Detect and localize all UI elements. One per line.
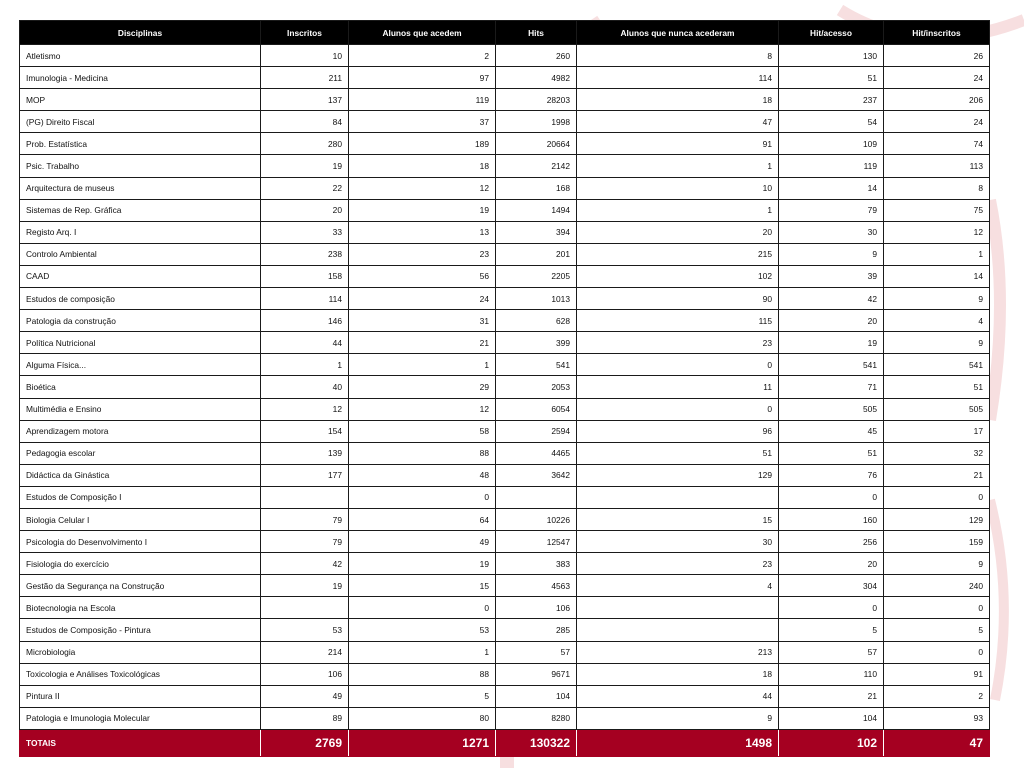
cell-hit-inscritos: 0 (884, 486, 990, 508)
cell-alunos-que-nunca-acederam: 51 (577, 442, 779, 464)
table-row (20, 508, 990, 530)
cell-alunos-que-acedem: 119 (349, 89, 496, 111)
cell-hit-acesso: 71 (779, 376, 884, 398)
cell-alunos-que-acedem: 48 (349, 464, 496, 486)
cell-hits: 6054 (496, 398, 577, 420)
cell-disciplina: Alguma Física... (20, 354, 261, 376)
cell-hit-acesso: 42 (779, 288, 884, 310)
cell-alunos-que-acedem: 53 (349, 619, 496, 641)
cell-hits: 1013 (496, 288, 577, 310)
cell-alunos-que-acedem: 0 (349, 597, 496, 619)
cell-alunos-que-nunca-acederam: 90 (577, 288, 779, 310)
cell-alunos-que-acedem: 64 (349, 508, 496, 530)
cell-hits: 1494 (496, 199, 577, 221)
cell-hit-inscritos: 24 (884, 67, 990, 89)
cell-hits: 2205 (496, 265, 577, 287)
total-inscritos: 2769 (261, 729, 349, 756)
table-row (20, 332, 990, 354)
cell-alunos-que-acedem: 80 (349, 707, 496, 729)
cell-inscritos: 42 (261, 553, 349, 575)
cell-hit-acesso: 54 (779, 111, 884, 133)
cell-inscritos: 79 (261, 531, 349, 553)
cell-alunos-que-acedem: 19 (349, 553, 496, 575)
cell-alunos-que-nunca-acederam: 115 (577, 310, 779, 332)
table-row (20, 177, 990, 199)
cell-alunos-que-acedem: 12 (349, 398, 496, 420)
cell-hit-inscritos: 24 (884, 111, 990, 133)
table-row (20, 288, 990, 310)
cell-alunos-que-acedem: 23 (349, 243, 496, 265)
cell-alunos-que-acedem: 97 (349, 67, 496, 89)
cell-alunos-que-nunca-acederam: 114 (577, 67, 779, 89)
cell-alunos-que-nunca-acederam: 15 (577, 508, 779, 530)
cell-hits: 168 (496, 177, 577, 199)
cell-inscritos: 137 (261, 89, 349, 111)
cell-hit-acesso: 104 (779, 707, 884, 729)
cell-inscritos: 20 (261, 199, 349, 221)
cell-hits: 4465 (496, 442, 577, 464)
cell-alunos-que-nunca-acederam: 9 (577, 707, 779, 729)
table-row (20, 597, 990, 619)
cell-alunos-que-nunca-acederam: 11 (577, 376, 779, 398)
table-row (20, 67, 990, 89)
cell-hit-acesso: 51 (779, 67, 884, 89)
cell-inscritos: 33 (261, 221, 349, 243)
cell-inscritos: 1 (261, 354, 349, 376)
cell-alunos-que-nunca-acederam: 18 (577, 89, 779, 111)
cell-hits: 1998 (496, 111, 577, 133)
cell-hit-inscritos: 505 (884, 398, 990, 420)
total-hit-acesso: 102 (779, 729, 884, 756)
cell-alunos-que-acedem: 24 (349, 288, 496, 310)
cell-hits: 9671 (496, 663, 577, 685)
cell-hit-acesso: 505 (779, 398, 884, 420)
cell-hit-acesso: 119 (779, 155, 884, 177)
cell-inscritos: 158 (261, 265, 349, 287)
cell-inscritos: 214 (261, 641, 349, 663)
cell-hits: 383 (496, 553, 577, 575)
cell-inscritos (261, 486, 349, 508)
cell-disciplina: Didáctica da Ginástica (20, 464, 261, 486)
cell-inscritos: 19 (261, 575, 349, 597)
cell-hit-acesso: 39 (779, 265, 884, 287)
cell-hits: 106 (496, 597, 577, 619)
cell-hits: 2142 (496, 155, 577, 177)
cell-hit-acesso: 109 (779, 133, 884, 155)
table-body (20, 45, 990, 730)
table-row (20, 243, 990, 265)
table-row (20, 685, 990, 707)
cell-hit-inscritos: 9 (884, 553, 990, 575)
cell-hit-acesso: 57 (779, 641, 884, 663)
cell-hit-inscritos: 5 (884, 619, 990, 641)
cell-hit-acesso: 9 (779, 243, 884, 265)
cell-disciplina: Imunologia - Medicina (20, 67, 261, 89)
cell-hit-acesso: 0 (779, 597, 884, 619)
cell-disciplina: Biotecnologia na Escola (20, 597, 261, 619)
cell-hit-acesso: 51 (779, 442, 884, 464)
cell-inscritos: 146 (261, 310, 349, 332)
cell-hit-acesso: 21 (779, 685, 884, 707)
cell-inscritos: 79 (261, 508, 349, 530)
table-row (20, 354, 990, 376)
column-header-hit-acesso: Hit/acesso (779, 21, 884, 45)
cell-hit-acesso: 0 (779, 486, 884, 508)
cell-alunos-que-acedem: 88 (349, 442, 496, 464)
cell-disciplina: Estudos de Composição I (20, 486, 261, 508)
table-row (20, 155, 990, 177)
cell-hits: 28203 (496, 89, 577, 111)
cell-hit-inscritos: 21 (884, 464, 990, 486)
cell-alunos-que-nunca-acederam: 18 (577, 663, 779, 685)
cell-hit-inscritos: 0 (884, 597, 990, 619)
cell-hits: 4982 (496, 67, 577, 89)
cell-alunos-que-acedem: 189 (349, 133, 496, 155)
cell-hit-acesso: 5 (779, 619, 884, 641)
column-header-hits: Hits (496, 21, 577, 45)
cell-alunos-que-nunca-acederam (577, 619, 779, 641)
cell-disciplina: Gestão da Segurança na Construção (20, 575, 261, 597)
cell-inscritos: 177 (261, 464, 349, 486)
cell-inscritos: 139 (261, 442, 349, 464)
cell-hits (496, 486, 577, 508)
cell-alunos-que-nunca-acederam (577, 486, 779, 508)
table-row (20, 464, 990, 486)
cell-alunos-que-acedem: 15 (349, 575, 496, 597)
cell-hit-acesso: 110 (779, 663, 884, 685)
cell-hits: 12547 (496, 531, 577, 553)
statistics-table-container (19, 20, 989, 757)
cell-inscritos: 19 (261, 155, 349, 177)
cell-disciplina: Patologia e Imunologia Molecular (20, 707, 261, 729)
cell-alunos-que-nunca-acederam: 1 (577, 199, 779, 221)
cell-inscritos (261, 597, 349, 619)
cell-inscritos: 10 (261, 45, 349, 67)
cell-hit-inscritos: 0 (884, 641, 990, 663)
cell-disciplina: Registo Arq. I (20, 221, 261, 243)
table-header-row (20, 21, 990, 45)
cell-alunos-que-acedem: 56 (349, 265, 496, 287)
cell-hit-inscritos: 159 (884, 531, 990, 553)
cell-alunos-que-acedem: 31 (349, 310, 496, 332)
cell-disciplina: Microbiologia (20, 641, 261, 663)
totals-row (20, 729, 990, 756)
cell-hits: 394 (496, 221, 577, 243)
cell-hit-acesso: 130 (779, 45, 884, 67)
cell-inscritos: 280 (261, 133, 349, 155)
cell-hit-inscritos: 129 (884, 508, 990, 530)
cell-alunos-que-acedem: 12 (349, 177, 496, 199)
table-row (20, 89, 990, 111)
cell-alunos-que-acedem: 0 (349, 486, 496, 508)
cell-hit-inscritos: 541 (884, 354, 990, 376)
cell-hit-inscritos: 75 (884, 199, 990, 221)
table-row (20, 111, 990, 133)
cell-hit-acesso: 30 (779, 221, 884, 243)
cell-hit-inscritos: 26 (884, 45, 990, 67)
cell-hit-inscritos: 17 (884, 420, 990, 442)
cell-hit-inscritos: 9 (884, 332, 990, 354)
cell-alunos-que-nunca-acederam: 129 (577, 464, 779, 486)
cell-hit-acesso: 160 (779, 508, 884, 530)
cell-alunos-que-nunca-acederam: 30 (577, 531, 779, 553)
column-header-inscritos: Inscritos (261, 21, 349, 45)
table-row (20, 641, 990, 663)
cell-hit-acesso: 14 (779, 177, 884, 199)
cell-disciplina: CAAD (20, 265, 261, 287)
cell-hit-inscritos: 91 (884, 663, 990, 685)
column-header-alunos-que-acedem: Alunos que acedem (349, 21, 496, 45)
cell-alunos-que-acedem: 5 (349, 685, 496, 707)
table-row (20, 619, 990, 641)
cell-hit-inscritos: 74 (884, 133, 990, 155)
cell-inscritos: 114 (261, 288, 349, 310)
cell-hit-acesso: 20 (779, 310, 884, 332)
cell-hits: 104 (496, 685, 577, 707)
cell-hits: 2053 (496, 376, 577, 398)
cell-inscritos: 211 (261, 67, 349, 89)
cell-hit-inscritos: 113 (884, 155, 990, 177)
cell-disciplina: Toxicologia e Análises Toxicológicas (20, 663, 261, 685)
cell-alunos-que-nunca-acederam: 0 (577, 354, 779, 376)
cell-alunos-que-acedem: 37 (349, 111, 496, 133)
cell-hits: 541 (496, 354, 577, 376)
cell-alunos-que-acedem: 2 (349, 45, 496, 67)
cell-alunos-que-acedem: 29 (349, 376, 496, 398)
cell-disciplina: Aprendizagem motora (20, 420, 261, 442)
cell-disciplina: Atletismo (20, 45, 261, 67)
table-row (20, 663, 990, 685)
cell-hit-inscritos: 206 (884, 89, 990, 111)
cell-alunos-que-nunca-acederam: 23 (577, 553, 779, 575)
cell-hits: 628 (496, 310, 577, 332)
table-row (20, 133, 990, 155)
cell-inscritos: 12 (261, 398, 349, 420)
cell-hit-inscritos: 9 (884, 288, 990, 310)
cell-alunos-que-nunca-acederam: 44 (577, 685, 779, 707)
cell-disciplina: Sistemas de Rep. Gráfica (20, 199, 261, 221)
cell-disciplina: Estudos de Composição - Pintura (20, 619, 261, 641)
cell-hit-inscritos: 51 (884, 376, 990, 398)
total-hits: 130322 (496, 729, 577, 756)
cell-inscritos: 106 (261, 663, 349, 685)
cell-alunos-que-nunca-acederam (577, 597, 779, 619)
cell-alunos-que-nunca-acederam: 8 (577, 45, 779, 67)
cell-disciplina: Bioética (20, 376, 261, 398)
cell-hit-acesso: 237 (779, 89, 884, 111)
cell-hit-inscritos: 32 (884, 442, 990, 464)
cell-disciplina: Pintura II (20, 685, 261, 707)
statistics-table (19, 20, 990, 757)
cell-inscritos: 40 (261, 376, 349, 398)
cell-disciplina: Arquitectura de museus (20, 177, 261, 199)
cell-disciplina: Pedagogia escolar (20, 442, 261, 464)
column-header-hit-inscritos: Hit/inscritos (884, 21, 990, 45)
cell-alunos-que-acedem: 58 (349, 420, 496, 442)
cell-hits: 285 (496, 619, 577, 641)
cell-disciplina: Prob. Estatística (20, 133, 261, 155)
cell-alunos-que-acedem: 18 (349, 155, 496, 177)
cell-disciplina: Psicologia do Desenvolvimento I (20, 531, 261, 553)
cell-disciplina: Multimédia e Ensino (20, 398, 261, 420)
cell-inscritos: 53 (261, 619, 349, 641)
cell-disciplina: Controlo Ambiental (20, 243, 261, 265)
cell-alunos-que-nunca-acederam: 215 (577, 243, 779, 265)
cell-hit-inscritos: 1 (884, 243, 990, 265)
cell-hit-inscritos: 8 (884, 177, 990, 199)
cell-disciplina: Psic. Trabalho (20, 155, 261, 177)
table-row (20, 575, 990, 597)
cell-hit-inscritos: 93 (884, 707, 990, 729)
cell-hit-inscritos: 4 (884, 310, 990, 332)
cell-alunos-que-acedem: 13 (349, 221, 496, 243)
cell-disciplina: (PG) Direito Fiscal (20, 111, 261, 133)
cell-hits: 399 (496, 332, 577, 354)
cell-disciplina: Estudos de composição (20, 288, 261, 310)
cell-alunos-que-nunca-acederam: 4 (577, 575, 779, 597)
cell-disciplina: MOP (20, 89, 261, 111)
cell-alunos-que-nunca-acederam: 96 (577, 420, 779, 442)
table-row (20, 376, 990, 398)
total-hit-inscritos: 47 (884, 729, 990, 756)
table-row (20, 398, 990, 420)
cell-alunos-que-nunca-acederam: 91 (577, 133, 779, 155)
cell-inscritos: 238 (261, 243, 349, 265)
cell-hits: 201 (496, 243, 577, 265)
table-row (20, 310, 990, 332)
column-header-disciplina: Disciplinas (20, 21, 261, 45)
table-row (20, 707, 990, 729)
cell-inscritos: 22 (261, 177, 349, 199)
cell-alunos-que-nunca-acederam: 10 (577, 177, 779, 199)
table-row (20, 221, 990, 243)
cell-hit-inscritos: 14 (884, 265, 990, 287)
cell-hits: 3642 (496, 464, 577, 486)
cell-hits: 4563 (496, 575, 577, 597)
cell-alunos-que-acedem: 19 (349, 199, 496, 221)
cell-hits: 8280 (496, 707, 577, 729)
cell-hit-acesso: 20 (779, 553, 884, 575)
cell-hits: 260 (496, 45, 577, 67)
cell-disciplina: Fisiologia do exercício (20, 553, 261, 575)
cell-hit-acesso: 541 (779, 354, 884, 376)
table-row (20, 442, 990, 464)
cell-hits: 20664 (496, 133, 577, 155)
cell-hit-acesso: 79 (779, 199, 884, 221)
cell-alunos-que-nunca-acederam: 0 (577, 398, 779, 420)
cell-inscritos: 44 (261, 332, 349, 354)
cell-alunos-que-acedem: 1 (349, 354, 496, 376)
cell-hit-acesso: 45 (779, 420, 884, 442)
cell-alunos-que-acedem: 21 (349, 332, 496, 354)
cell-inscritos: 84 (261, 111, 349, 133)
table-row (20, 486, 990, 508)
cell-inscritos: 49 (261, 685, 349, 707)
cell-alunos-que-nunca-acederam: 1 (577, 155, 779, 177)
cell-alunos-que-nunca-acederam: 47 (577, 111, 779, 133)
cell-disciplina: Patologia da construção (20, 310, 261, 332)
cell-inscritos: 154 (261, 420, 349, 442)
table-row (20, 531, 990, 553)
cell-hit-inscritos: 12 (884, 221, 990, 243)
totals-label: TOTAIS (20, 729, 261, 756)
cell-alunos-que-acedem: 1 (349, 641, 496, 663)
cell-disciplina: Biologia Celular I (20, 508, 261, 530)
total-alunos-que-nunca-acederam: 1498 (577, 729, 779, 756)
cell-hit-inscritos: 2 (884, 685, 990, 707)
table-row (20, 420, 990, 442)
cell-alunos-que-nunca-acederam: 213 (577, 641, 779, 663)
cell-hit-acesso: 19 (779, 332, 884, 354)
cell-hit-acesso: 256 (779, 531, 884, 553)
cell-hit-acesso: 76 (779, 464, 884, 486)
cell-alunos-que-nunca-acederam: 102 (577, 265, 779, 287)
cell-hits: 2594 (496, 420, 577, 442)
cell-alunos-que-acedem: 88 (349, 663, 496, 685)
cell-alunos-que-nunca-acederam: 23 (577, 332, 779, 354)
cell-alunos-que-nunca-acederam: 20 (577, 221, 779, 243)
table-row (20, 553, 990, 575)
table-row (20, 199, 990, 221)
cell-inscritos: 89 (261, 707, 349, 729)
total-alunos-que-acedem: 1271 (349, 729, 496, 756)
cell-hit-acesso: 304 (779, 575, 884, 597)
cell-hits: 57 (496, 641, 577, 663)
cell-disciplina: Política Nutricional (20, 332, 261, 354)
table-row (20, 45, 990, 67)
cell-hit-inscritos: 240 (884, 575, 990, 597)
cell-hits: 10226 (496, 508, 577, 530)
table-row (20, 265, 990, 287)
column-header-alunos-que-nunca-acederam: Alunos que nunca acederam (577, 21, 779, 45)
cell-alunos-que-acedem: 49 (349, 531, 496, 553)
